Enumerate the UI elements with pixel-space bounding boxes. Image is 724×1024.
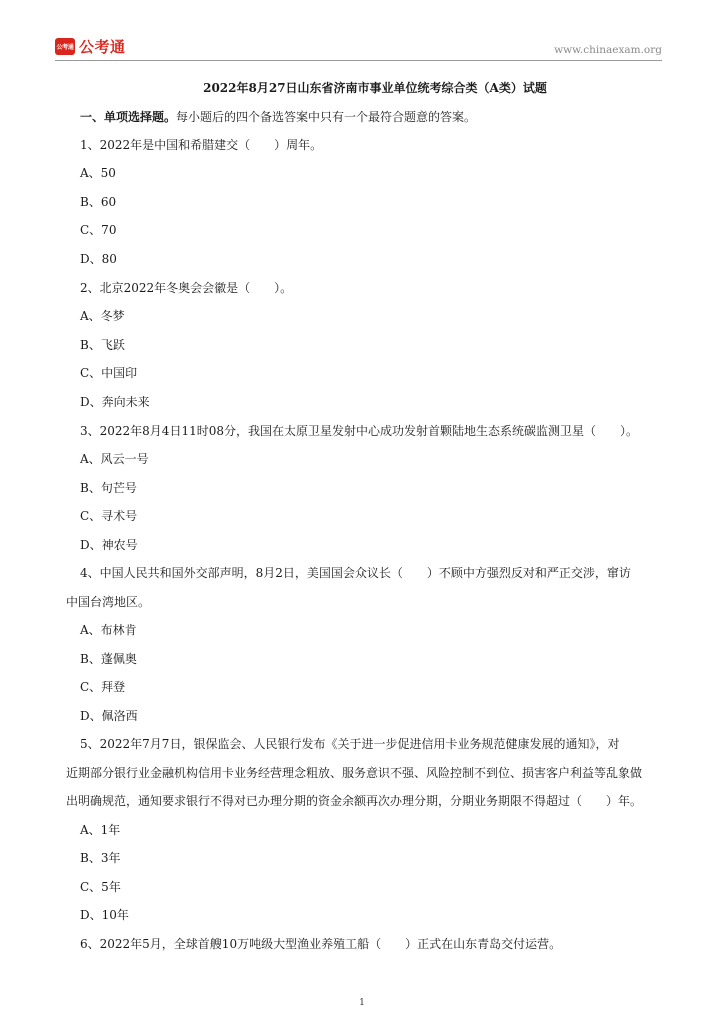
question-4-stem-line-1: 4、中国人民共和国外交部声明，8月2日，美国国会众议长（ ）不顾中方强烈反对和严正交涉，窜访 [80, 566, 631, 580]
question-5-option-d: D、10年 [80, 908, 129, 922]
question-6-stem: 6、2022年5月，全球首艘10万吨级大型渔业养殖工船（ ）正式在山东青岛交付运营。 [80, 937, 562, 951]
section-heading [80, 110, 476, 124]
site-logo[interactable] [55, 36, 126, 56]
question-4-option-b: B、蓬佩奥 [80, 652, 137, 666]
header-divider [55, 60, 662, 61]
question-2-option-b: B、飞跃 [80, 338, 125, 352]
section-instruction: 每小题后的四个备选答案中只有一个最符合题意的答案。 [176, 110, 477, 124]
question-2-stem: 2、北京2022年冬奥会会徽是（ ）。 [80, 281, 293, 295]
logo-badge: 公考通 [55, 38, 75, 55]
question-4-option-c: C、拜登 [80, 680, 126, 694]
question-3-option-a: A、风云一号 [80, 452, 149, 466]
page-number: 1 [359, 998, 365, 1008]
question-5-option-c: C、5年 [80, 880, 121, 894]
question-1-option-c: C、70 [80, 223, 117, 237]
page-header [0, 0, 724, 62]
question-2-option-a: A、冬梦 [80, 309, 125, 323]
question-5-stem-line-3: 出明确规范，通知要求银行不得对已办理分期的资金余额再次办理分期，分期业务期限不得超过（ ）年。 [66, 794, 643, 808]
question-5-stem-line-2: 近期部分银行业金融机构信用卡业务经营理念粗放、服务意识不强、风险控制不到位、损害客户利益等乱象做 [66, 766, 643, 780]
question-5-option-a: A、1年 [80, 823, 121, 837]
question-1-option-a: A、50 [80, 166, 116, 180]
question-3-stem: 3、2022年8月4日11时08分，我国在太原卫星发射中心成功发射首颗陆地生态系统碳监测卫星（ ）。 [80, 424, 638, 438]
question-3-option-d: D、神农号 [80, 538, 138, 552]
document-title: 2022年8月27日山东省济南市事业单位统考综合类（A类）试题 [203, 81, 547, 95]
question-4-option-d: D、佩洛西 [80, 709, 138, 723]
question-2-option-c: C、中国印 [80, 366, 138, 380]
question-3-option-c: C、寻术号 [80, 509, 138, 523]
site-url: www.chinaexam.org [554, 44, 662, 56]
question-5-stem-line-1: 5、2022年7月7日，银保监会、人民银行发布《关于进一步促进信用卡业务规范健康发展的通知》，对 [80, 737, 620, 751]
question-5-option-b: B、3年 [80, 851, 121, 865]
logo-text: 公考通 [79, 37, 126, 56]
section-label: 一、单项选择题。 [80, 110, 177, 124]
question-1-stem: 1、2022年是中国和希腊建交（ ）周年。 [80, 138, 323, 152]
question-2-option-d: D、奔向未来 [80, 395, 150, 409]
question-4-stem-line-2: 中国台湾地区。 [66, 595, 151, 609]
question-1-option-d: D、80 [80, 252, 117, 266]
question-4-option-a: A、布林肯 [80, 623, 137, 637]
question-3-option-b: B、句芒号 [80, 481, 137, 495]
question-1-option-b: B、60 [80, 195, 117, 209]
